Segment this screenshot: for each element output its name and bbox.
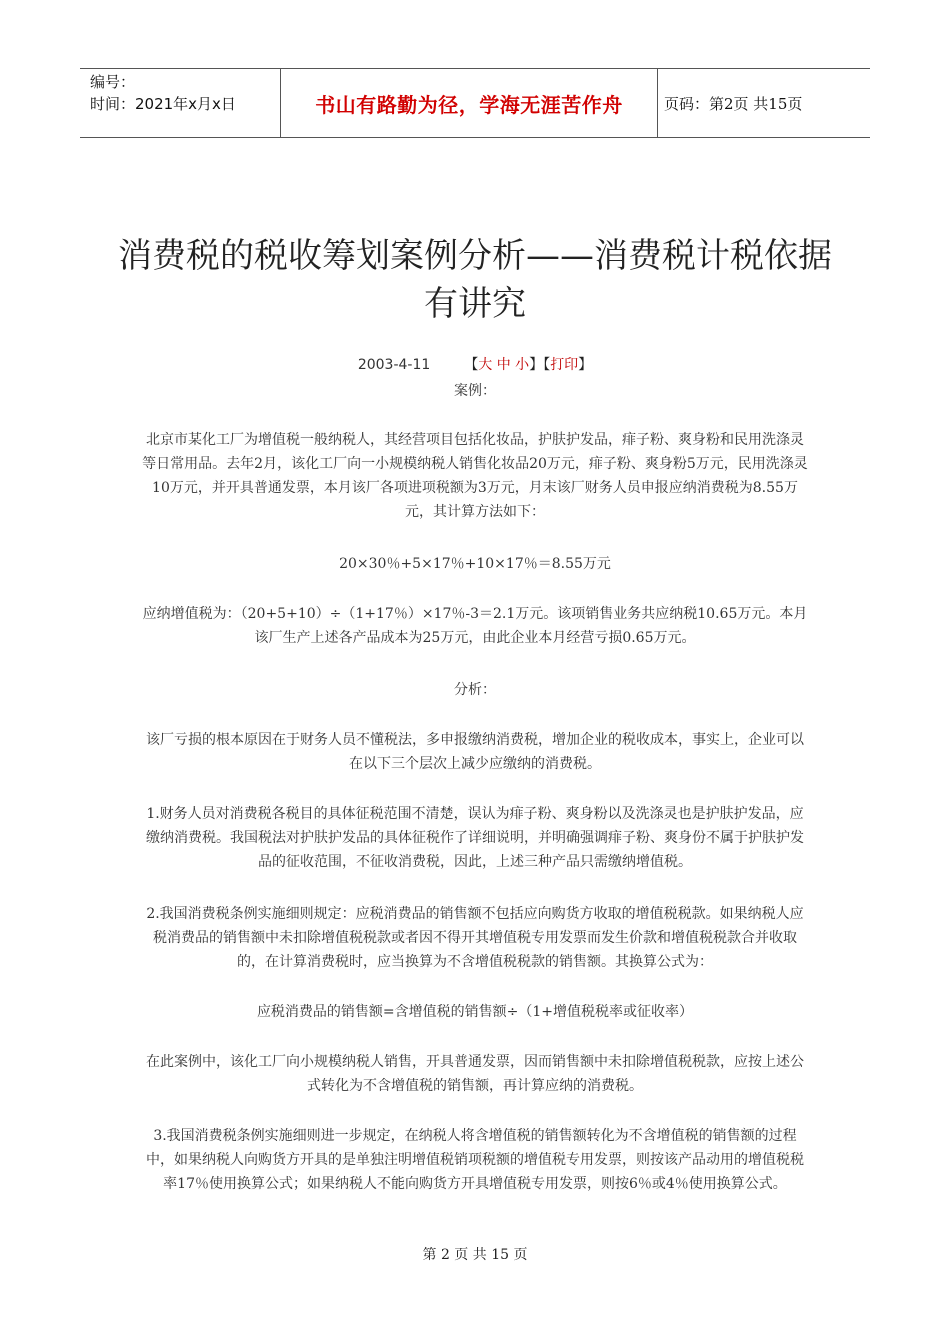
header-motto: 书山有路勤为径，学海无涯苦作舟	[315, 92, 623, 117]
document-header	[80, 68, 870, 138]
paragraph-case: 北京市某化工厂为增值税一般纳税人，其经营项目包括化妆品，护肤护发品，痱子粉、爽身粉和民用洗涤灵等日常用品。去年2月，该化工厂向一小规模纳税人销售化妆品20万元，痱子粉、爽身粉5万元，民用洗涤灵10万元，并开具普通发票，本月该厂各项进项税额为3万元，月末该厂财务人员申报应纳消费税为8.55万元，其计算方法如下：	[142, 432, 808, 520]
header-page-info: 页码：第2页 共15页	[664, 94, 803, 113]
page-footer: 第 2 页 共 15 页	[422, 1247, 528, 1263]
print-link[interactable]: 打印	[550, 357, 579, 373]
paragraph-analysis: 该厂亏损的根本原因在于财务人员不懂税法，多申报缴纳消费税，增加企业的税收成本，事实上，企业可以在以下三个层次上减少应缴纳的消费税。	[146, 732, 804, 772]
formula-consumption-tax: 20×30％+5×17％+10×17％＝8.55万元	[339, 556, 611, 572]
header-info	[80, 69, 280, 137]
paragraph-vat: 应纳增值税为：（20+5+10）÷（1+17％）×17％-3＝2.1万元。该项销售业务共应纳税10.65万元。本月该厂生产上述各产品成本为25万元，由此企业本月经营亏损0.65万元。	[142, 606, 808, 646]
paragraph-point-3: 3.我国消费税条例实施细则进一步规定，在纳税人将含增值税的销售额转化为不含增值税的销售额的过程中，如果纳税人向购货方开具的是单独注明增值税销项税额的增值税专用发票，则按该产品动用的增值税税率17％使用换算公式；如果纳税人不能向购货方开具增值税专用发票，则按6％或4％使用换算公式。	[146, 1128, 804, 1192]
article-date: 2003-4-11	[357, 357, 431, 373]
font-size-links[interactable]: 大 中 小	[478, 357, 530, 373]
formula-sales-conversion: 应税消费品的销售额=含增值税的销售额÷（1+增值税税率或征收率）	[256, 1004, 694, 1020]
article-title: 消费税的税收筹划案例分析——消费税计税依据有讲究	[118, 236, 832, 324]
paragraph-point-1: 1.财务人员对消费税各税目的具体征税范围不清楚，误认为痱子粉、爽身粉以及洗涤灵也是护肤护发品，应缴纳消费税。我国税法对护肤护发品的具体征税作了详细说明，并明确强调痱子粉、爽身份不属于护肤护发品的征收范围，不征收消费税，因此，上述三种产品只需缴纳增值税。	[146, 806, 804, 870]
time-label: 时间：2021年x月x日	[90, 95, 236, 113]
print-bracket-close: 】	[578, 357, 593, 373]
paragraph-case-application: 在此案例中，该化工厂向小规模纳税人销售，开具普通发票，因而销售额中未扣除增值税税款，应按上述公式转化为不含增值税的销售额，再计算应纳的消费税。	[146, 1054, 804, 1094]
number-label: 编号：	[90, 73, 136, 91]
paragraph-point-2: 2.我国消费税条例实施细则规定：应税消费品的销售额不包括应向购货方收取的增值税税款。如果纳税人应税消费品的销售额中未扣除增值税税款或者因不得开其增值税专用发票而发生价款和增值税税款合并收取的，在计算消费税时，应当换算为不含增值税税款的销售额。其换算公式为：	[146, 906, 804, 970]
analysis-label: 分析：	[454, 682, 496, 698]
size-bracket-open: 【	[464, 357, 479, 373]
size-bracket-close: 】【	[529, 357, 551, 373]
case-label: 案例：	[454, 383, 496, 399]
article-meta	[0, 354, 950, 374]
header-motto-cell	[280, 69, 658, 137]
